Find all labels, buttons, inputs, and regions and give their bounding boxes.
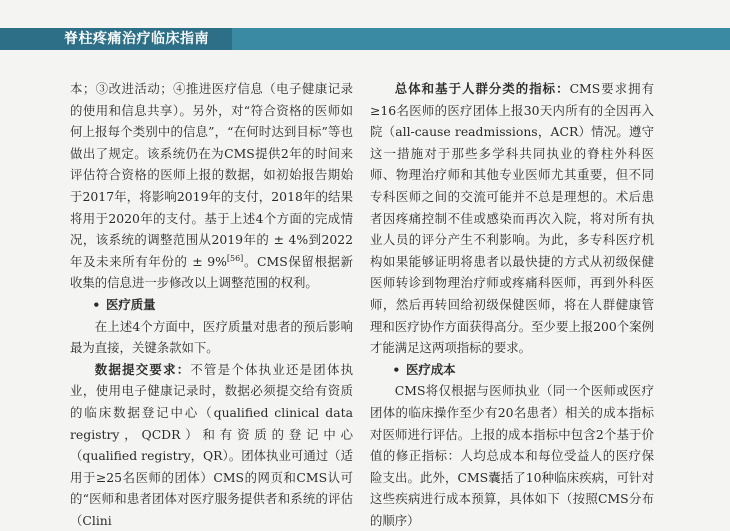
running-header-title: 脊柱疼痛治疗临床指南 <box>64 31 209 47</box>
paragraph <box>70 359 353 531</box>
section-bullet <box>70 294 353 316</box>
right-column <box>370 78 654 531</box>
citation-reference: [56] <box>226 253 244 263</box>
bullet-dot-icon: • <box>92 296 101 312</box>
paragraph-text: CMS要求拥有≥16名医师的医疗团体上报30天内所有的全因再入院（all-cause readmissions，ACR）情况。遵守这一措施对于那些多学科共同执业的脊柱外科医师、物理治疗师和其他专业医师尤其重要，但不同专科医师之间的交流可能并不总是理想的。术后患者因疼痛控制不佳或感染而再次入院，将对所有执业人员的评分产生不利影响。为此，多专科医疗机构如果能够证明将患者以最快捷的方式从初级保健医师转诊到物理治疗师或疼痛科医师，再到外科医师，然后再转回给初级保健医师，将在人群健康管理和医疗协作方面获得高分。至少要上报200个案例才能满足这两项指标的要求。 <box>370 81 655 356</box>
paragraph-text: 。CMS保留根据新收集的信息进一步修改以上调整范围的权利。 <box>70 253 354 291</box>
section-heading: 医疗成本 <box>405 361 456 377</box>
paragraph: 在上述4个方面中，医疗质量对患者的预后影响最为直接，关键条款如下。 <box>70 318 353 356</box>
paragraph-text: 不管是个体执业还是团体执业，使用电子健康记录时，数据必须提交给有资质的临床数据登记中心（qualified clinical data registry，QCDR）和有资质的登记中心（qualified registry，QR）。团体执业可通过（适用于≥25名医师的团体）CMS的网页和CMS认可的“医师和患者团体对医疗服务提供者和系统的评估（Clini <box>70 361 353 528</box>
paragraph <box>70 78 353 294</box>
section-bullet <box>370 359 654 381</box>
paragraph: CMS将仅根据与医师执业（同一个医师或医疗团体的临床操作至少有20名患者）相关的成本指标对医师进行评估。上报的成本指标中包含2个基于价值的修正指标：人均总成本和每位受益人的医疗保险支出。此外，CMS囊括了10种临床疾病，可针对这些疾病进行成本预算，具体如下（按照CMS分布的顺序） <box>370 383 654 528</box>
paragraph-text: 本；③改进活动；④推进医疗信息（电子健康记录的使用和信息共享）。另外，对“符合资格的医师如何上报每个类别中的信息”，“在何时达到目标”等也做出了规定。该系统仍在为CMS提供2年的时间来评估符合资格的医师上报的数据，如初始报告期始于2017年，将影响2019年的支付，2018年的结果将用于2020年的支付。基于上述4个方面的完成情况，该系统的调整范围从2019年的 ± 4%到2022年及未来所有年份的 ± 9% <box>70 81 353 269</box>
section-heading: 医疗质量 <box>105 296 156 312</box>
bullet-dot-icon: • <box>392 361 401 377</box>
paragraph-lead: 数据提交要求： <box>94 361 191 377</box>
left-column <box>70 78 353 531</box>
paragraph <box>370 78 654 359</box>
paragraph-lead: 总体和基于人群分类的指标： <box>394 81 570 96</box>
